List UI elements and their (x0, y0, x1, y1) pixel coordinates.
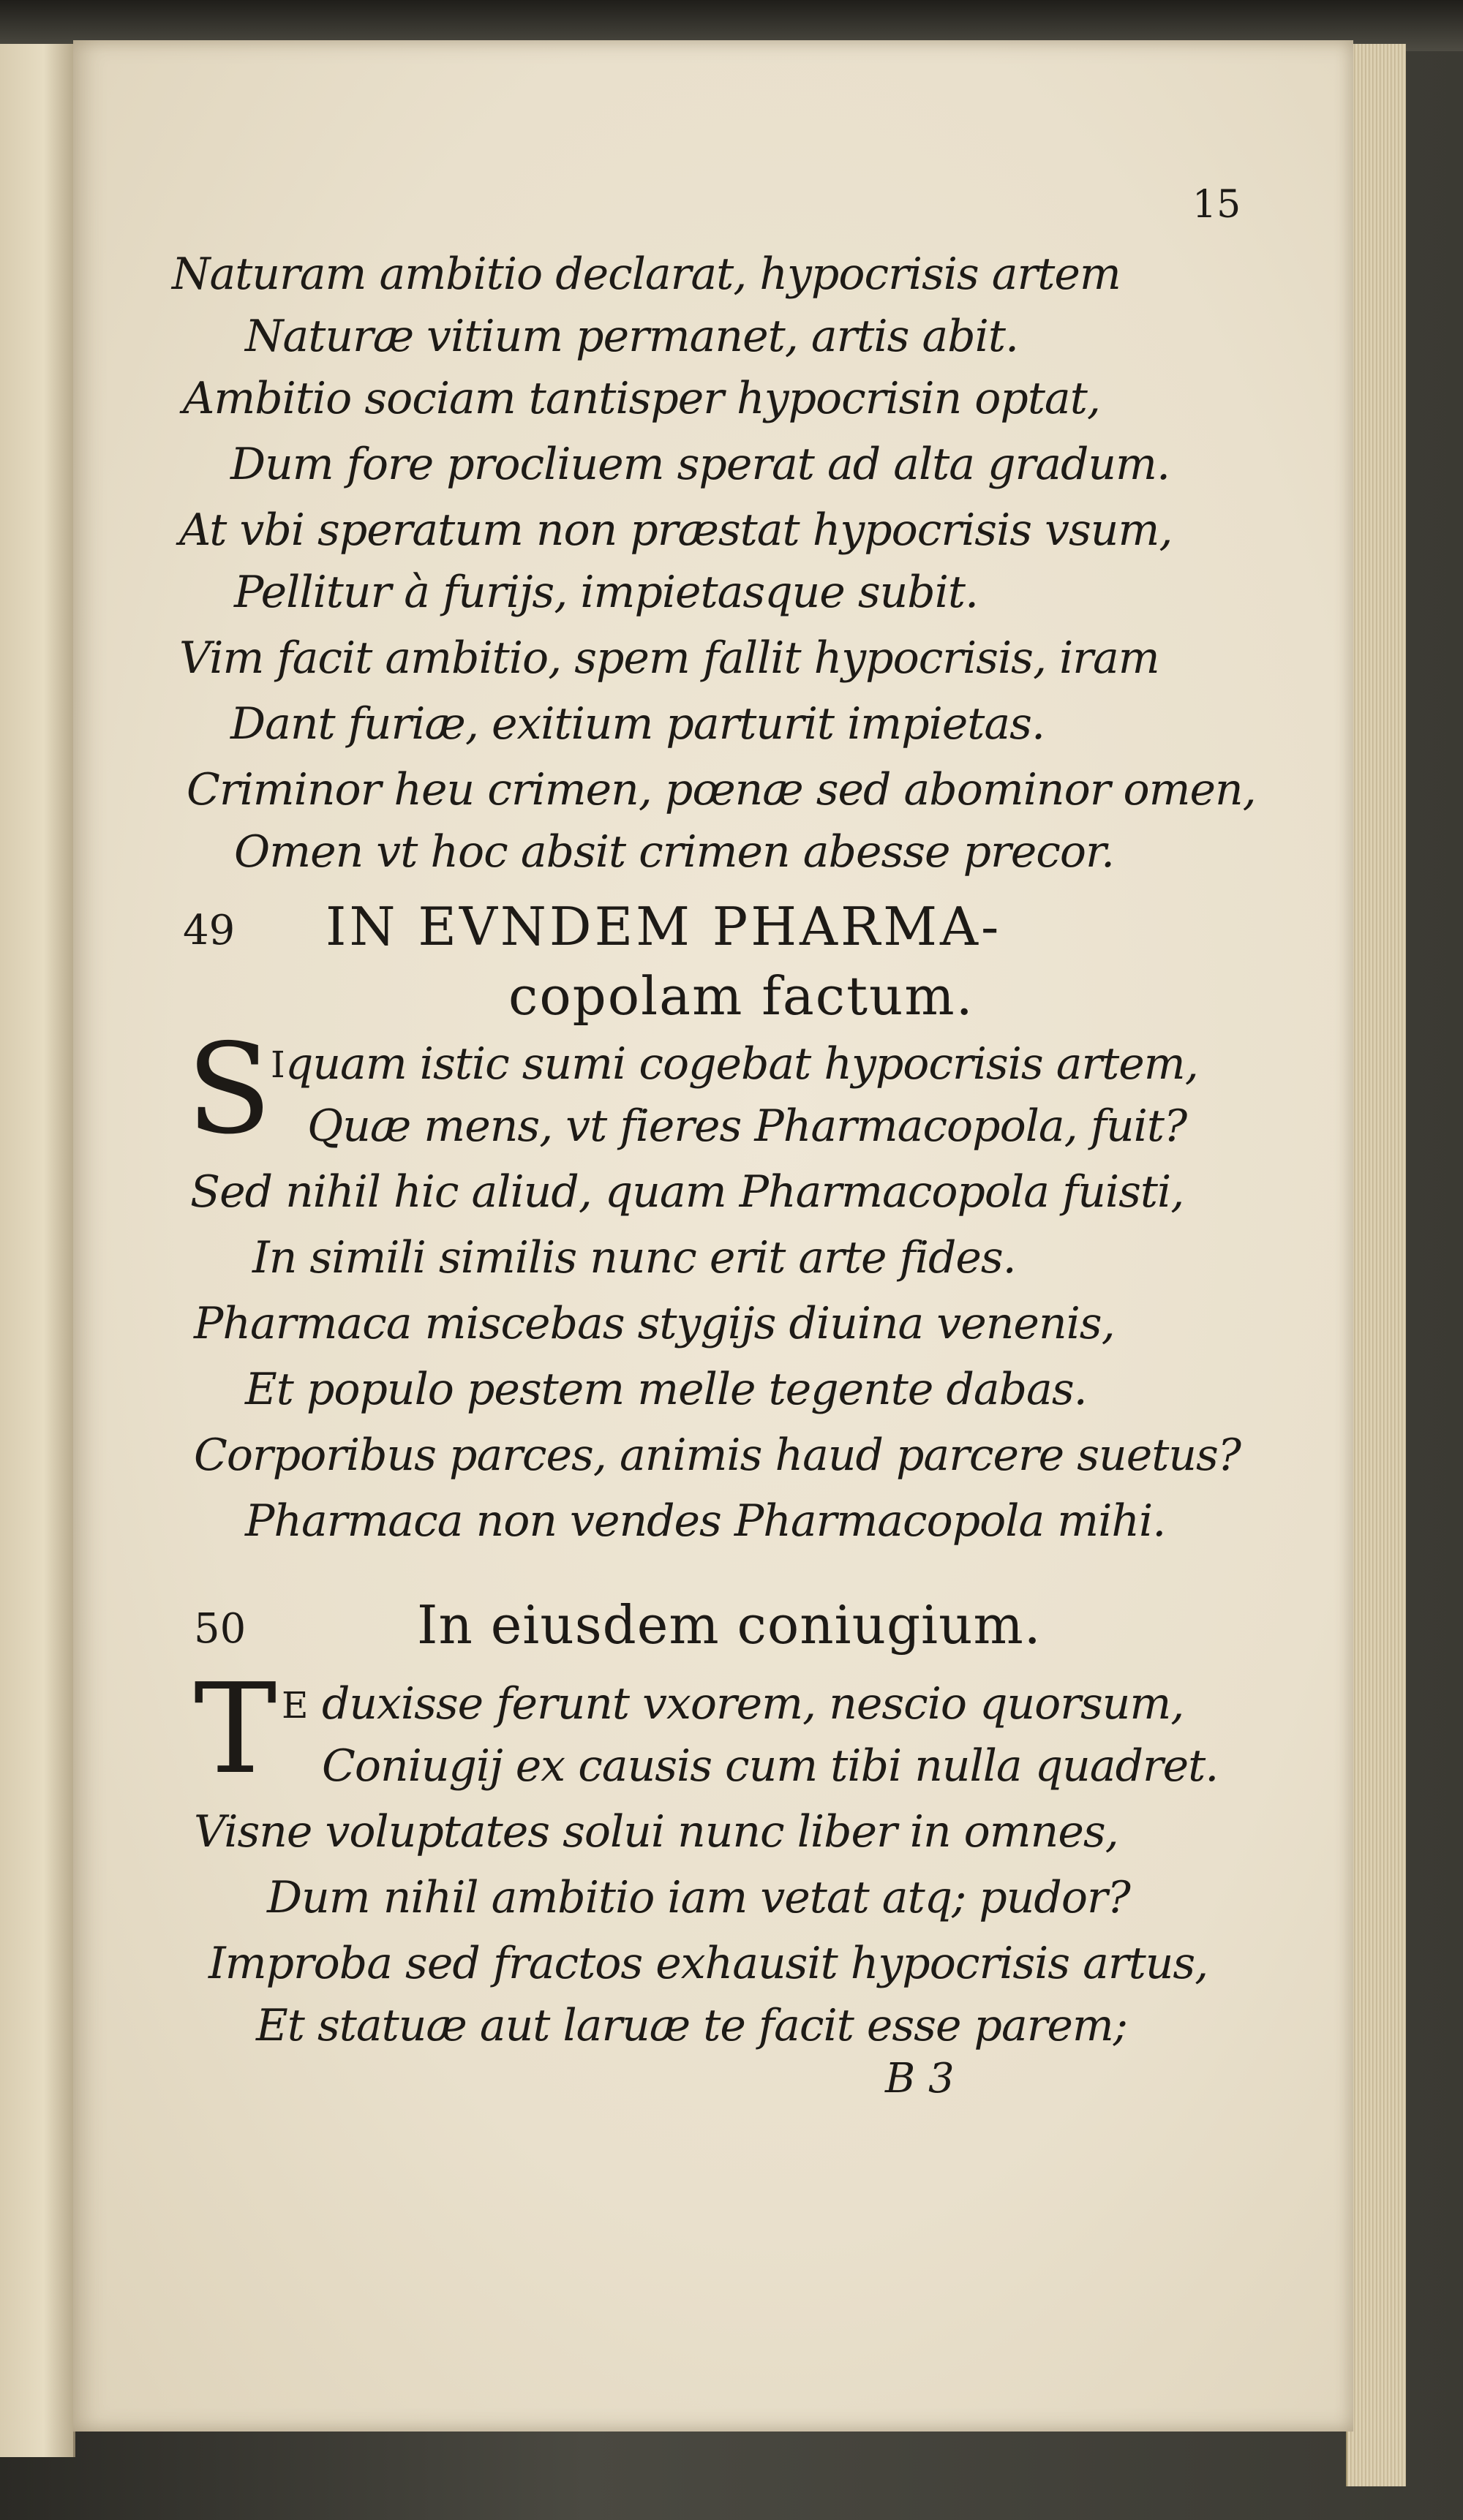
epigram-number: 49 (183, 907, 236, 954)
page-stack-edge (1346, 44, 1406, 2486)
verse-line: Et statuæ aut laruæ te facit esse parem; (256, 2000, 1128, 2051)
verse-line: Naturæ vitium permanet, artis abit. (245, 311, 1019, 362)
verse-line: Pharmaca miscebas stygijs diuina venenis, (194, 1298, 1115, 1349)
verse-line: Dum fore procliuem sperat ad alta gradum. (230, 439, 1170, 490)
verse-line: At vbi speratum non præstat hypocrisis vsum, (179, 505, 1173, 556)
book-page (73, 40, 1353, 2432)
verse-line: Corporibus parces, animis haud parcere suetus? (194, 1430, 1241, 1481)
verse-line: Pellitur à furijs, impietasque subit. (234, 567, 979, 618)
verse-line: Quæ mens, vt fieres Pharmacopola, fuit? (307, 1101, 1187, 1152)
verse-line: Coniugij ex causis cum tibi nulla quadret. (322, 1740, 1219, 1792)
epigram-number: 50 (194, 1605, 247, 1653)
verse-line: Naturam ambitio declarat, hypocrisis artem (172, 249, 1121, 300)
drop-capital: S (187, 1017, 272, 1162)
verse-line: quam istic sumi cogebat hypocrisis artem, (285, 1038, 1198, 1090)
verse-line: Et populo pestem melle tegente dabas. (245, 1364, 1087, 1415)
verse-line: Sed nihil hic aliud, quam Pharmacopola fuisti, (190, 1166, 1184, 1218)
verse-line: Dant furiæ, exitium parturit impietas. (230, 698, 1045, 750)
verse-line: Criminor heu crimen, pœnæ sed abominor omen, (187, 764, 1256, 815)
verse-line: In simili similis nunc erit arte fides. (252, 1232, 1016, 1283)
drop-capital-rest: E (282, 1684, 309, 1727)
page-number: 15 (1192, 183, 1241, 227)
epigram-title-continued: copolam factum. (508, 965, 974, 1027)
epigram-title: In eiusdem coniugium. (417, 1594, 1042, 1656)
drop-capital-rest: I (271, 1044, 285, 1086)
signature-mark: B 3 (885, 2055, 955, 2102)
verse-line: Vim facit ambitio, spem fallit hypocrisis, iram (179, 633, 1159, 684)
left-page-edge (0, 44, 75, 2457)
verse-line: Pharmaca non vendes Pharmacopola mihi. (245, 1495, 1166, 1547)
verse-line: Dum nihil ambitio iam vetat atq; pudor? (267, 1872, 1130, 1923)
drop-capital: T (194, 1657, 277, 1802)
verse-line: Ambitio sociam tantisper hypocrisin optat, (183, 373, 1100, 424)
epigram-title: IN EVNDEM PHARMA- (326, 896, 1002, 957)
verse-line: Omen vt hoc absit crimen abesse precor. (234, 826, 1115, 878)
verse-line: duxisse ferunt vxorem, nescio quorsum, (322, 1678, 1184, 1729)
verse-line: Visne voluptates solui nunc liber in omnes, (194, 1806, 1118, 1857)
verse-line: Improba sed fractos exhausit hypocrisis artus, (208, 1938, 1208, 1989)
